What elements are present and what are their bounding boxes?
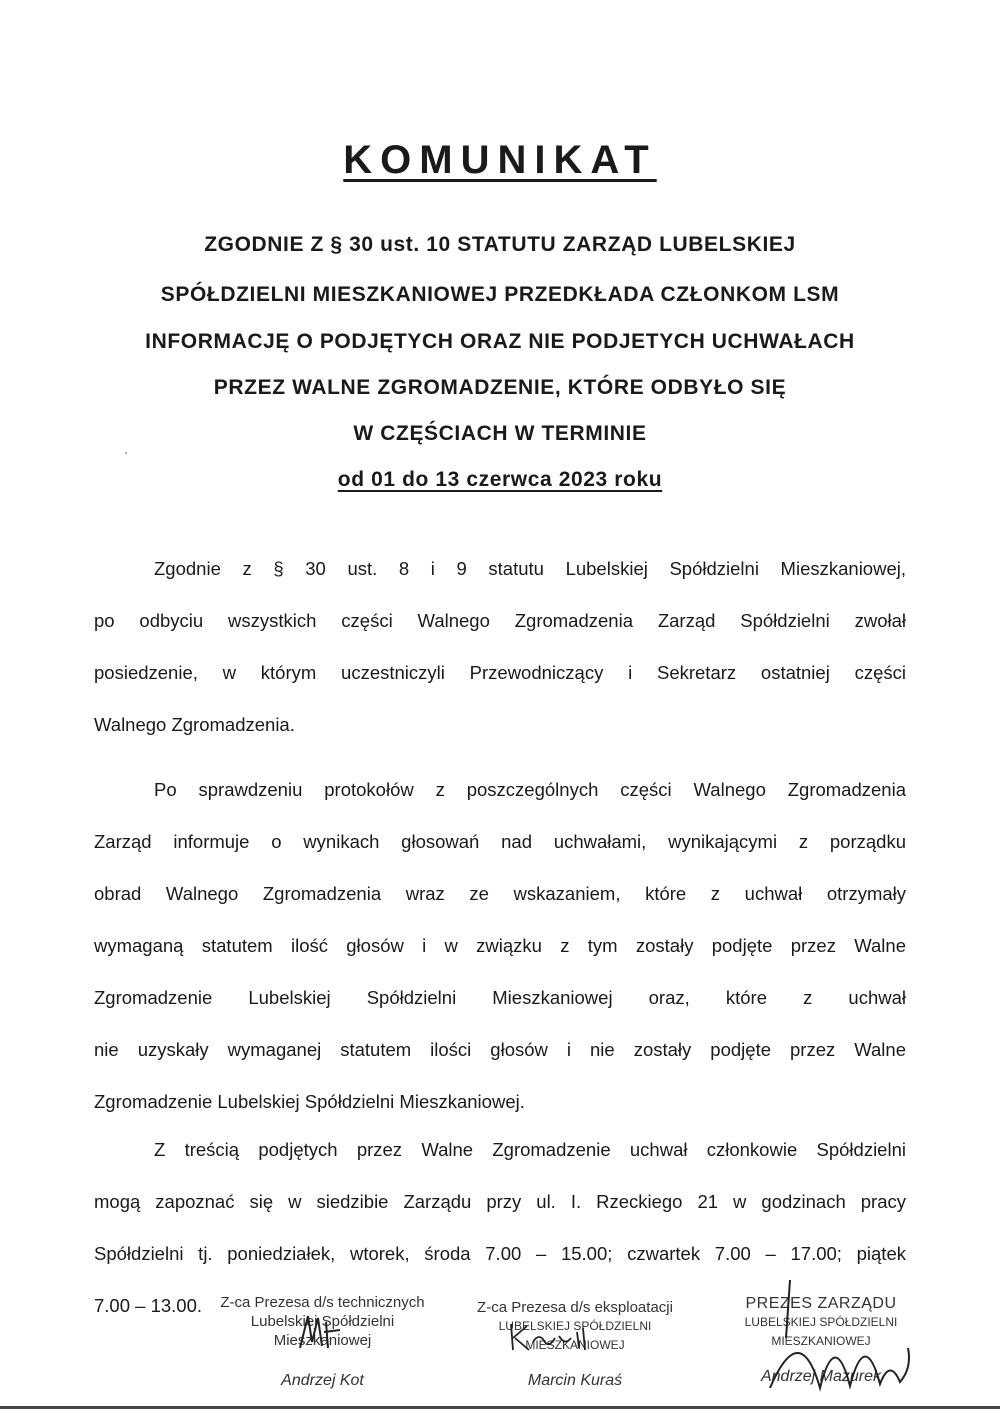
heading-line-5: W CZĘŚCIACH W TERMINIE	[353, 422, 647, 445]
paragraph-line: 7.00 – 13.00.	[94, 1295, 203, 1316]
paragraph-line: wymaganą statutem ilość głosów i w związku z tym zostały podjęte przez Walne	[94, 935, 906, 956]
heading-line-3: INFORMACJĘ O PODJĘTYCH ORAZ NIE PODJETYCH UCHWAŁACH	[145, 330, 855, 353]
paragraph-line: posiedzenie, w którym uczestniczyli Przewodniczący i Sekretarz ostatniej części	[94, 662, 906, 683]
handwritten-signature-2	[505, 1320, 595, 1354]
page-bottom-edge	[0, 1406, 1000, 1409]
handwritten-signature-1	[296, 1312, 346, 1352]
signature-org: LUBELSKIEJ SPÓŁDZIELNI MIESZKANIOWEJ	[498, 1319, 652, 1352]
signature-role: Z-ca Prezesa d/s technicznych	[220, 1294, 425, 1311]
paragraph-line: Zarząd informuje o wynikach głosowań nad uchwałami, wynikającymi z porządku	[94, 831, 906, 852]
paragraph-line: Zgromadzenie Lubelskiej Spółdzielni Mieszkaniowej.	[94, 1091, 525, 1112]
signature-role: Z-ca Prezesa d/s eksploatacji	[477, 1299, 673, 1316]
signature-name: Andrzej Mazurek	[760, 1368, 882, 1385]
signature-name: Marcin Kuraś	[527, 1372, 623, 1389]
heading-line-2: SPÓŁDZIELNI MIESZKANIOWEJ PRZEDKŁADA CZŁONKOM LSM	[160, 283, 840, 306]
paragraph-1	[94, 543, 906, 751]
signature-org: Lubelskiej Spółdzielni Mieszkaniowej	[250, 1313, 395, 1349]
signature-name: Andrzej Kot	[281, 1372, 364, 1389]
paragraph-line: nie uzyskały wymaganej statutem ilości głosów i nie zostały podjęte przez Walne	[94, 1039, 906, 1060]
signature-org: LUBELSKIEJ SPÓŁDZIELNI MIESZKANIOWEJ	[744, 1315, 898, 1348]
paragraph-line: Spółdzielni tj. poniedziałek, wtorek, środa 7.00 – 15.00; czwartek 7.00 – 17.00; piątek	[94, 1243, 906, 1264]
paragraph-line: Zgodnie z § 30 ust. 8 i 9 statutu Lubelskiej Spółdzielni Mieszkaniowej,	[154, 558, 906, 579]
paragraph-line: Po sprawdzeniu protokołów z poszczególnych części Walnego Zgromadzenia	[154, 779, 906, 800]
paragraph-line: po odbyciu wszystkich części Walnego Zgromadzenia Zarząd Spółdzielni zwołał	[94, 610, 906, 631]
scan-speck	[125, 452, 127, 454]
paragraph-line: obrad Walnego Zgromadzenia wraz ze wskazaniem, które z uchwał otrzymały	[94, 883, 906, 904]
paragraph-line: Walnego Zgromadzenia.	[94, 714, 295, 735]
heading-line-4: PRZEZ WALNE ZGROMADZENIE, KTÓRE ODBYŁO SIĘ	[213, 376, 787, 399]
paragraph-line: mogą zapoznać się w siedzibie Zarządu przy ul. I. Rzeckiego 21 w godzinach pracy	[94, 1191, 906, 1212]
document-title: KOMUNIKAT	[343, 138, 657, 182]
signature-role: PREZES ZARZĄDU	[745, 1295, 897, 1312]
paragraph-2	[94, 764, 906, 1128]
paragraph-line: Z treścią podjętych przez Walne Zgromadzenie uchwał członkowie Spółdzielni	[154, 1139, 906, 1160]
paragraph-line: Zgromadzenie Lubelskiej Spółdzielni Mieszkaniowej oraz, które z uchwał	[94, 987, 906, 1008]
handwritten-signature-3	[740, 1278, 920, 1398]
date-line: od 01 do 13 czerwca 2023 roku	[337, 468, 663, 491]
heading-line-1: ZGODNIE Z § 30 ust. 10 STATUTU ZARZĄD LUBELSKIEJ	[204, 233, 796, 256]
